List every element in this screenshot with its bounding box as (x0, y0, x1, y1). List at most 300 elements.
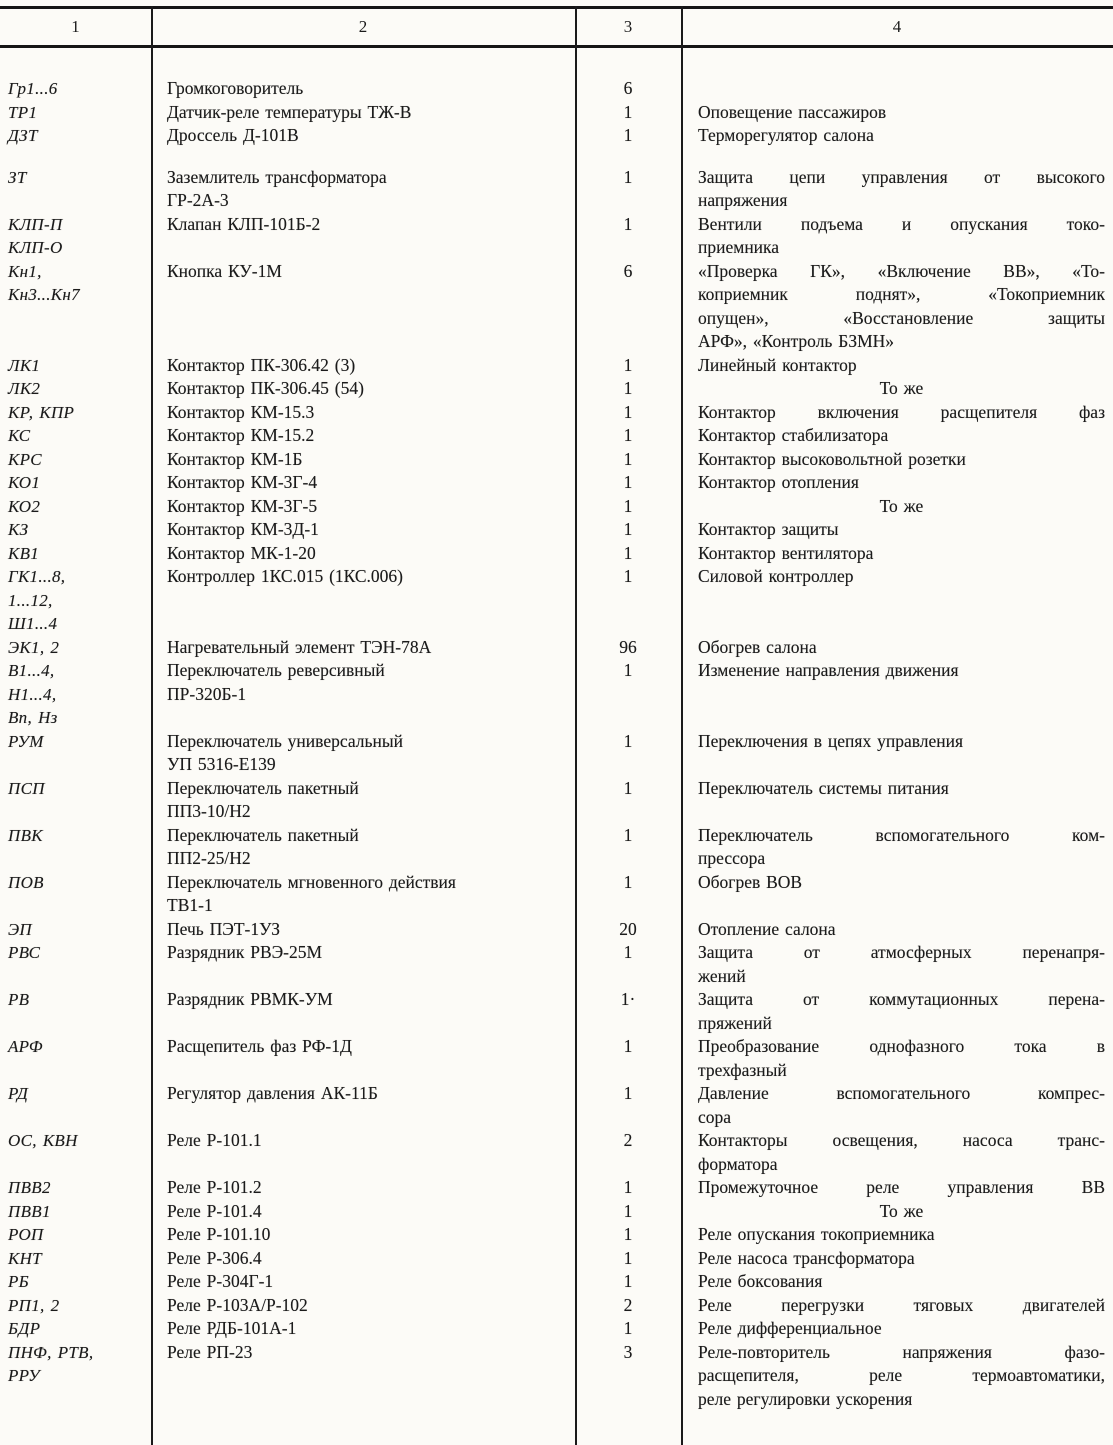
text-line: ОС, КВН (8, 1131, 78, 1150)
designation-cell (0, 424, 151, 448)
designation-cell (0, 871, 151, 895)
text-line: прессора (698, 848, 766, 868)
name-cell (151, 636, 575, 660)
purpose-cell (681, 260, 1113, 354)
text-line: Вп, Нз (8, 708, 58, 727)
text-line: ДЗТ (8, 126, 38, 145)
qty-cell (575, 871, 681, 895)
table-row (0, 1200, 1113, 1224)
text-line: В1...4, (8, 661, 55, 680)
text-line: Реле Р-306.4 (167, 1247, 262, 1268)
text-line: Контактор КМ-15.2 (167, 425, 315, 445)
table-row (0, 260, 1113, 354)
text-line: Силовой контроллер (698, 566, 854, 586)
table-row (0, 518, 1113, 542)
text-line: 1 (623, 1083, 633, 1103)
text-line: 1 (623, 730, 633, 751)
text-line: Реле боксования (698, 1271, 823, 1291)
text-line: Контактор КМ-3Г-4 (167, 472, 318, 492)
table-row (0, 124, 1113, 148)
text-line: РВС (8, 943, 41, 962)
text-line: Переключатель мгновенного действия (167, 871, 456, 892)
name-cell (151, 777, 575, 824)
text-line: Регулятор давления АК-11Б (167, 1083, 378, 1103)
qty-cell (575, 565, 681, 589)
text-line: Давление вспомогательного компрес- (698, 1083, 1105, 1103)
text-line: ЗТ (8, 167, 27, 187)
text-line: 1 (623, 401, 633, 422)
name-cell (151, 401, 575, 425)
text-line: Переключатель вспомогательного ком- (698, 824, 1105, 845)
qty-cell (575, 377, 681, 401)
designation-cell (0, 77, 151, 101)
qty-cell (575, 542, 681, 566)
text-line: 2 (623, 1130, 633, 1150)
table-row (0, 166, 1113, 213)
text-line: То же (879, 378, 924, 398)
table-row (0, 777, 1113, 824)
purpose-cell (681, 871, 1113, 895)
text-line: ТВ1-1 (167, 895, 213, 915)
qty-cell (575, 166, 681, 190)
name-cell (151, 1129, 575, 1153)
qty-cell (575, 824, 681, 848)
text-line: Реле Р-304Г-1 (167, 1271, 274, 1291)
purpose-cell (681, 941, 1113, 988)
text-line: 1 (623, 871, 633, 892)
purpose-cell (681, 401, 1113, 425)
purpose-cell (681, 824, 1113, 871)
text-line: 1 (623, 378, 633, 398)
purpose-cell (681, 1082, 1113, 1129)
qty-cell (575, 1317, 681, 1341)
text-line: Нагревательный элемент ТЭН-78А (167, 636, 432, 657)
name-cell (151, 377, 575, 401)
designation-cell (0, 1341, 151, 1388)
column-header-4: 4 (892, 17, 902, 36)
name-cell (151, 166, 575, 213)
text-line: 1 (623, 448, 633, 469)
text-line: Контактор вентилятора (698, 542, 874, 563)
designation-cell (0, 636, 151, 660)
table-row (0, 542, 1113, 566)
column-header-3: 3 (623, 17, 633, 36)
text-line: Промежуточное реле управления ВВ (698, 1177, 1105, 1197)
text-line: Контактор МК-1-20 (167, 542, 316, 563)
text-line: Контактор КМ-3Д-1 (167, 519, 319, 539)
purpose-cell (681, 1035, 1113, 1082)
text-line: жений (698, 965, 746, 986)
text-line: Контактор КМ-1Б (167, 448, 303, 469)
qty-cell (575, 1082, 681, 1106)
name-cell (151, 988, 575, 1012)
text-line: ЭК1, 2 (8, 637, 60, 657)
purpose-cell (681, 77, 1113, 101)
text-line: Контроллер 1КС.015 (1КС.006) (167, 566, 404, 586)
qty-cell (575, 213, 681, 237)
qty-cell (575, 1341, 681, 1365)
text-line: Громкоговоритель (167, 78, 304, 98)
table-row (0, 1341, 1113, 1412)
text-line: ЛК2 (8, 379, 41, 398)
column-header-1: 1 (71, 17, 80, 36)
text-line: КЛП-П (8, 214, 63, 234)
purpose-cell (681, 1294, 1113, 1318)
text-line: ГР-2А-3 (167, 190, 229, 210)
text-line: ПСП (8, 778, 45, 798)
text-line: КС (8, 426, 31, 445)
designation-cell (0, 166, 151, 190)
text-line: Контактор отопления (698, 472, 859, 492)
purpose-cell (681, 542, 1113, 566)
name-cell (151, 213, 575, 237)
designation-cell (0, 1200, 151, 1224)
purpose-cell (681, 1270, 1113, 1294)
designation-cell (0, 988, 151, 1012)
text-line: Оповещение пассажиров (698, 101, 887, 122)
text-line: Переключения в цепях управления (698, 730, 964, 751)
name-cell (151, 424, 575, 448)
text-line: 1 (623, 777, 633, 798)
name-cell (151, 518, 575, 542)
purpose-cell (681, 1317, 1113, 1341)
text-line: Обогрев салона (698, 636, 817, 657)
text-line: РОП (8, 1225, 44, 1244)
text-line: Защита цепи управления от высокого (698, 166, 1105, 187)
designation-cell (0, 565, 151, 636)
text-line: КВ1 (8, 543, 40, 563)
purpose-cell (681, 166, 1113, 213)
text-line: Расщепитель фаз РФ-1Д (167, 1036, 352, 1056)
text-line: РВ (8, 990, 30, 1009)
qty-cell (575, 941, 681, 965)
text-line: Линейный контактор (698, 354, 857, 375)
text-line: Защита от атмосферных перенапря- (698, 942, 1105, 962)
qty-cell (575, 659, 681, 683)
text-line: 1· (620, 989, 636, 1009)
table-row (0, 495, 1113, 519)
text-line: 1 (623, 213, 633, 234)
designation-cell (0, 824, 151, 848)
text-line: 1 (623, 542, 633, 563)
text-line: Н1...4, (8, 684, 57, 704)
text-line: реле регулировки ускорения (698, 1388, 913, 1409)
text-line: опущен», «Восстановление защиты (698, 307, 1105, 328)
text-line: Печь ПЭТ-1УЗ (167, 918, 281, 939)
designation-cell (0, 1223, 151, 1247)
text-line: 1 (623, 1271, 633, 1291)
text-line: пряжений (698, 1012, 772, 1033)
name-cell (151, 124, 575, 148)
text-line: 3 (623, 1341, 633, 1362)
purpose-cell (681, 1129, 1113, 1176)
table-row (0, 636, 1113, 660)
qty-cell (575, 1035, 681, 1059)
text-line: напряжения (698, 190, 788, 210)
qty-cell (575, 518, 681, 542)
qty-cell (575, 495, 681, 519)
table-row (0, 659, 1113, 730)
text-line: То же (879, 495, 924, 516)
qty-cell (575, 918, 681, 942)
text-line: То же (879, 1200, 924, 1221)
designation-cell (0, 941, 151, 965)
text-line: Терморегулятор салона (698, 125, 874, 145)
text-line: Реле РДБ-101А-1 (167, 1318, 297, 1338)
designation-cell (0, 918, 151, 942)
text-line: Контактор высоковольтной розетки (698, 448, 966, 469)
designation-cell (0, 518, 151, 542)
qty-cell (575, 1223, 681, 1247)
purpose-cell (681, 1223, 1113, 1247)
text-line: Датчик-реле температуры ТЖ-В (167, 101, 412, 122)
text-line: 1 (623, 566, 633, 586)
purpose-cell (681, 659, 1113, 683)
designation-cell (0, 1082, 151, 1106)
text-line: Гр1...6 (8, 79, 58, 98)
purpose-cell (681, 988, 1113, 1035)
purpose-cell (681, 448, 1113, 472)
text-line: АРФ (8, 1037, 43, 1056)
purpose-cell (681, 354, 1113, 378)
table-row (0, 824, 1113, 871)
designation-cell (0, 1247, 151, 1271)
text-line: Кн3...Кн7 (8, 285, 80, 304)
text-line: Обогрев ВОВ (698, 871, 803, 892)
qty-cell (575, 77, 681, 101)
purpose-cell (681, 101, 1113, 125)
name-cell (151, 1035, 575, 1059)
text-line: 1 (623, 495, 633, 516)
qty-cell (575, 124, 681, 148)
text-line: 1 (623, 660, 633, 680)
name-cell (151, 77, 575, 101)
text-line: 1 (623, 824, 633, 845)
text-line: Реле Р-101.4 (167, 1200, 262, 1221)
text-line: 1...12, (8, 590, 53, 610)
text-line: Контактор КМ-15.3 (167, 401, 315, 422)
name-cell (151, 1223, 575, 1247)
designation-cell (0, 1035, 151, 1059)
text-line: Реле перегрузки тяговых двигателей (698, 1294, 1105, 1315)
text-line: Контактор ПК-306.42 (3) (167, 354, 356, 375)
text-line: Контактор защиты (698, 519, 839, 539)
text-line: 1 (623, 472, 633, 492)
text-line: ПП2-25/Н2 (167, 848, 251, 868)
name-cell (151, 1082, 575, 1106)
text-line: Вентили подъема и опускания токо- (698, 213, 1105, 234)
table-row (0, 941, 1113, 988)
designation-cell (0, 401, 151, 425)
name-cell (151, 941, 575, 965)
text-line: КО2 (8, 496, 41, 516)
designation-cell (0, 542, 151, 566)
name-cell (151, 871, 575, 918)
table-row (0, 471, 1113, 495)
purpose-cell (681, 518, 1113, 542)
text-line: Реле Р-101.2 (167, 1177, 262, 1197)
column-header-2: 2 (358, 17, 368, 36)
text-line: 6 (623, 78, 633, 98)
designation-cell (0, 659, 151, 730)
text-line: БДР (8, 1319, 41, 1338)
text-line: КО1 (8, 473, 41, 492)
purpose-cell (681, 213, 1113, 260)
text-line: Переключатель реверсивный (167, 660, 385, 680)
table-row (0, 871, 1113, 918)
text-line: Переключатель системы питания (698, 777, 949, 798)
designation-cell (0, 1270, 151, 1294)
text-line: ПОВ (8, 872, 44, 892)
table-row (0, 1082, 1113, 1129)
text-line: 1 (623, 1318, 633, 1338)
text-line: Реле опускания токоприемника (698, 1224, 935, 1244)
table-row (0, 401, 1113, 425)
table-row (0, 424, 1113, 448)
name-cell (151, 1247, 575, 1271)
designation-cell (0, 1176, 151, 1200)
designation-cell (0, 777, 151, 801)
text-line: 20 (619, 918, 637, 939)
text-line: 6 (623, 260, 633, 281)
name-cell (151, 542, 575, 566)
text-line: РУМ (8, 731, 44, 751)
table-row (0, 213, 1113, 260)
text-line: 1 (623, 519, 633, 539)
text-line: 1 (623, 1200, 633, 1221)
text-line: 1 (623, 101, 633, 122)
text-line: 1 (623, 125, 633, 145)
qty-cell (575, 471, 681, 495)
designation-cell (0, 101, 151, 125)
text-line: Реле насоса трансформатора (698, 1247, 915, 1268)
name-cell (151, 101, 575, 125)
qty-cell (575, 1176, 681, 1200)
purpose-cell (681, 1200, 1113, 1224)
designation-cell (0, 377, 151, 401)
table-row (0, 354, 1113, 378)
text-line: Ш1...4 (8, 614, 58, 633)
purpose-cell (681, 565, 1113, 589)
text-line: РБ (8, 1272, 30, 1291)
designation-cell (0, 471, 151, 495)
text-line: Защита от коммутационных перена- (698, 989, 1105, 1009)
text-line: 1 (623, 166, 633, 187)
text-line: Реле Р-101.10 (167, 1224, 271, 1244)
text-line: Контактор ПК-306.45 (54) (167, 378, 364, 398)
designation-cell (0, 495, 151, 519)
text-line: 2 (623, 1294, 633, 1315)
text-line: Реле дифференциальное (698, 1318, 882, 1338)
header-bottom-border (0, 45, 1113, 48)
table-row (0, 1247, 1113, 1271)
purpose-cell (681, 918, 1113, 942)
table-row (0, 1294, 1113, 1318)
qty-cell (575, 1294, 681, 1318)
table-row (0, 988, 1113, 1035)
text-line: Контактор включения расщепителя фаз (698, 401, 1105, 422)
text-line: Переключатель пакетный (167, 824, 359, 845)
text-line: ПВВ1 (8, 1201, 51, 1221)
table-header-row (0, 9, 1113, 45)
text-line: Контакторы освещения, насоса транс- (698, 1130, 1105, 1150)
designation-cell (0, 730, 151, 754)
name-cell (151, 659, 575, 706)
purpose-cell (681, 1176, 1113, 1200)
text-line: Кн1, (8, 261, 42, 281)
text-line: Преобразование однофазного тока в (698, 1036, 1105, 1056)
qty-cell (575, 424, 681, 448)
qty-cell (575, 1200, 681, 1224)
text-line: Разрядник РВЭ-25М (167, 942, 323, 962)
text-line: КЛП-О (8, 238, 63, 257)
text-line: Реле Р-103А/Р-102 (167, 1294, 308, 1315)
name-cell (151, 918, 575, 942)
table-row (0, 1129, 1113, 1176)
purpose-cell (681, 495, 1113, 519)
text-line: Реле-повторитель напряжения фазо- (698, 1341, 1105, 1362)
text-line: 1 (623, 1036, 633, 1056)
text-line: Реле Р-101.1 (167, 1130, 262, 1150)
text-line: Разрядник РВМК-УМ (167, 989, 333, 1009)
purpose-cell (681, 777, 1113, 801)
text-line: 1 (623, 425, 633, 445)
text-line: Контактор КМ-3Г-5 (167, 495, 318, 516)
text-line: Изменение направления движения (698, 660, 959, 680)
text-line: Реле РП-23 (167, 1341, 253, 1362)
text-line: ПНФ, РТВ, (8, 1342, 94, 1362)
purpose-cell (681, 124, 1113, 148)
text-line: трехфазный (698, 1059, 787, 1080)
qty-cell (575, 260, 681, 284)
qty-cell (575, 1129, 681, 1153)
designation-cell (0, 124, 151, 148)
text-line: КНТ (8, 1248, 42, 1268)
table-row (0, 77, 1113, 101)
text-line: Клапан КЛП-101Б-2 (167, 213, 321, 234)
text-line: ПР-320Б-1 (167, 683, 247, 704)
qty-cell (575, 777, 681, 801)
designation-cell (0, 1294, 151, 1318)
text-line: РП1, 2 (8, 1295, 60, 1315)
designation-cell (0, 1129, 151, 1153)
name-cell (151, 495, 575, 519)
name-cell (151, 824, 575, 871)
text-line: 1 (623, 1247, 633, 1268)
text-line: КРС (8, 449, 42, 469)
table-row (0, 918, 1113, 942)
table-row (0, 101, 1113, 125)
purpose-cell (681, 424, 1113, 448)
name-cell (151, 1200, 575, 1224)
name-cell (151, 260, 575, 284)
text-line: ПВВ2 (8, 1178, 51, 1197)
table-row (0, 1317, 1113, 1341)
purpose-cell (681, 377, 1113, 401)
text-line: 1 (623, 354, 633, 375)
purpose-cell (681, 471, 1113, 495)
text-line: 96 (619, 636, 637, 657)
text-line: АРФ», «Контроль БЗМН» (698, 331, 895, 351)
text-line: Кнопка КУ-1М (167, 260, 282, 281)
purpose-cell (681, 730, 1113, 754)
text-line: 1 (623, 1177, 633, 1197)
designation-cell (0, 354, 151, 378)
table-row (0, 1270, 1113, 1294)
text-line: ЭП (8, 919, 33, 939)
text-line: УП 5316-Е139 (167, 754, 276, 774)
table-row (0, 730, 1113, 777)
